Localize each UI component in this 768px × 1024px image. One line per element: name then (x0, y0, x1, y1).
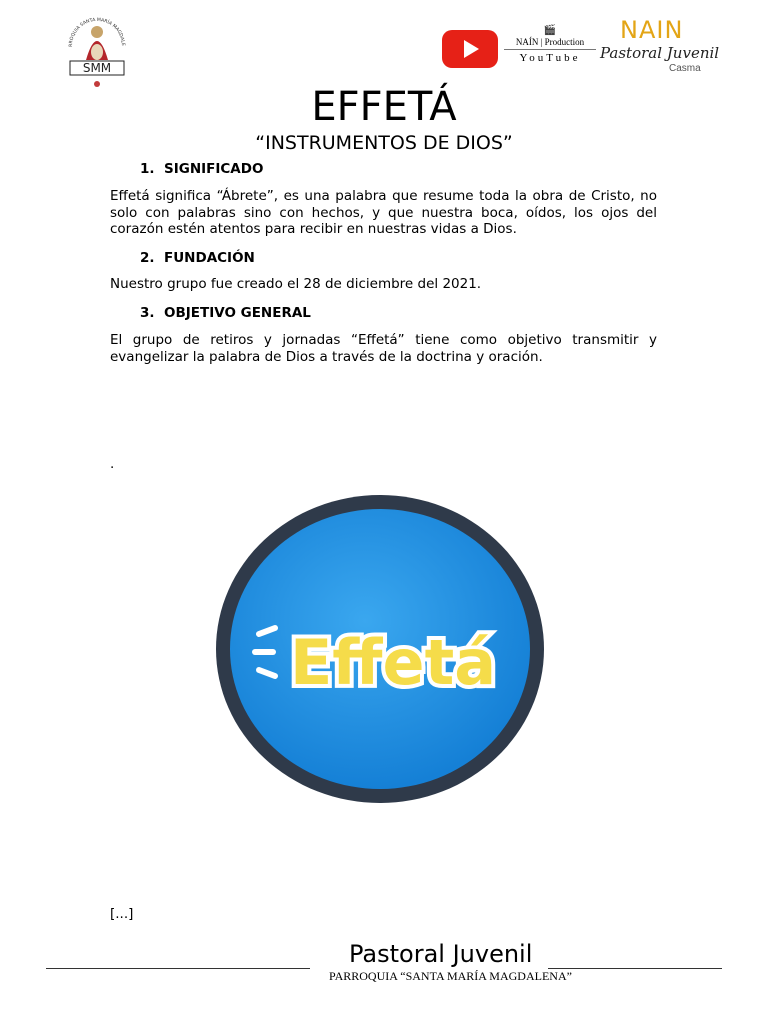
footer-title: Pastoral Juvenil (349, 940, 533, 968)
document-subtitle: “INSTRUMENTOS DE DIOS” (255, 132, 513, 154)
footer-rule-right (548, 968, 722, 969)
effeta-logo (215, 494, 545, 804)
section-number: 1. (140, 161, 155, 177)
stray-dot: . (110, 456, 115, 472)
youtube-play-icon (442, 28, 498, 70)
section-number: 2. (140, 250, 155, 266)
clapperboard-icon: 🎬 (543, 25, 557, 36)
nain-logo-place: Casma (669, 63, 701, 74)
section-paragraph: Effetá significa “Ábrete”, es una palabra que resume toda la obra de Cristo, no solo con palabras sino con hechos, y que nuestra boca, oídos, los ojos del corazón estén atentos para recibir en nuestras vidas a Dios. (110, 188, 657, 237)
youtube-channel-label (504, 26, 596, 66)
svg-text:Effetá: Effetá (289, 626, 497, 699)
section-number: 3. (140, 305, 155, 321)
svg-text:PARROQUIA SANTA MARÍA MAGDALEN: RROQUIA SANTA MARÍA MAGDALE (68, 17, 126, 47)
channel-name: NAÍN | Production (515, 37, 585, 47)
document-title: EFFETÁ (311, 84, 457, 130)
ellipsis-marker: [...] (110, 906, 134, 922)
divider (504, 49, 596, 50)
nain-logo-line: Pastoral Juvenil (600, 44, 720, 62)
section-title: SIGNIFICADO (164, 161, 264, 177)
footer-rule-left (46, 968, 310, 969)
svg-text:SMM: SMM (82, 61, 112, 75)
section-title: OBJETIVO GENERAL (164, 305, 311, 321)
section-heading (140, 304, 311, 322)
parish-logo (64, 12, 130, 90)
section-title: FUNDACIÓN (164, 250, 255, 266)
footer-parish-name: PARROQUIA “SANTA MARÍA MAGDALENA” (329, 969, 572, 983)
section-heading (140, 249, 255, 267)
section-heading (140, 160, 263, 178)
nain-logo-word: NAIN (620, 16, 684, 44)
section-paragraph: Nuestro grupo fue creado el 28 de diciembre del 2021. (110, 276, 482, 292)
youtube-wordmark: YouTube (519, 52, 581, 64)
section-paragraph: El grupo de retiros y jornadas “Effetá” tiene como objetivo transmitir y evangelizar la palabra de Dios a través de la doctrina y oración. (110, 332, 657, 365)
